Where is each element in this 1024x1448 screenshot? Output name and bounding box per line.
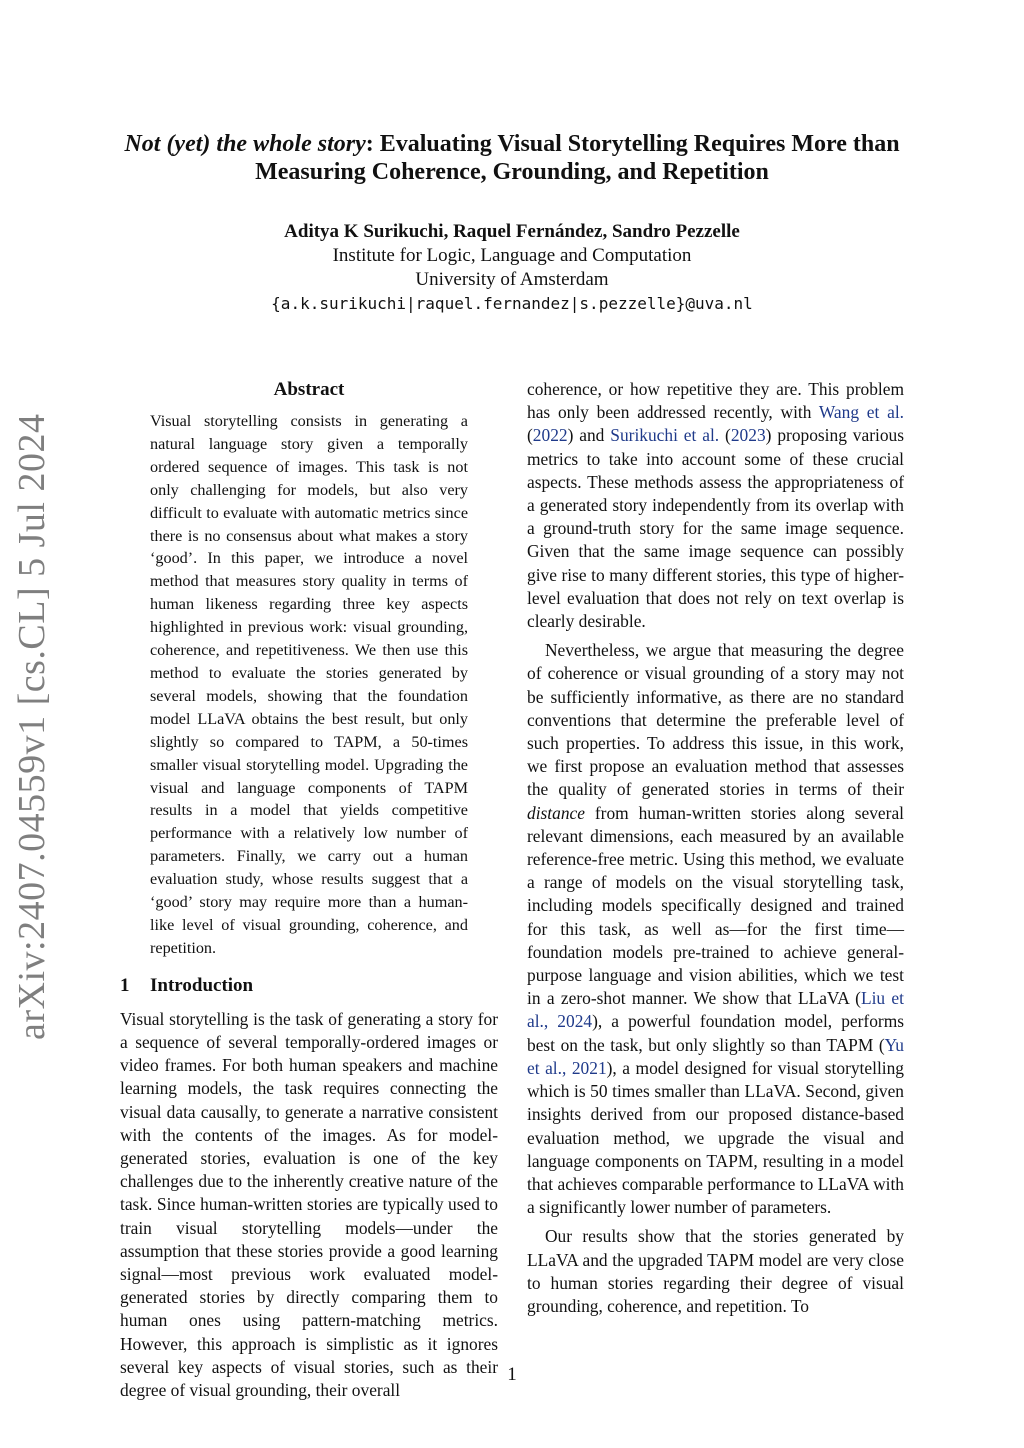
intro-paragraph-results: Our results show that the stories generated by LLaVA and the upgraded TAPM model are very close to human stories regarding their degree of visual grounding, coherence, and repetition. To xyxy=(527,1226,904,1316)
right-column xyxy=(527,378,904,1318)
citation-link-wang[interactable]: Wang et al. xyxy=(818,402,904,423)
text-run: Nevertheless, we argue that measuring the degree of coherence or visual grounding of a story may not be sufficiently informative, as there are no standard conventions that determine the preferable level of such properties. To address this issue, in this work, we first propose an evaluation method that assesses the quality of generated stories in terms of their xyxy=(527,640,904,800)
title-lead: Not (yet) the whole story xyxy=(124,131,366,157)
text-run: ) and xyxy=(567,425,611,446)
intro-paragraph-1: Visual storytelling is the task of generating a story for a sequence of several temporally-ordered images or video frames. For both human speakers and machine learning models, the task requires connecting the visual data causally, to generate a narrative consistent with the contents of the images. As for model-generated stories, evaluation is one of the key challenges due to the inherently creative nature of the task. Since human-written stories are typically used to train visual storytelling models—under the assumption that these stories provide a good learning signal—most previous work evaluated model-generated stories by directly comparing them to human ones using pattern-matching metrics. However, this approach is simplistic as it ignores several key aspects of visual stories, such as their degree of visual grounding, their overall xyxy=(120,1008,498,1400)
abstract-text: Visual storytelling consists in generating a natural language story given a temporally ordered sequence of images. This task is not only challenging for models, but also very difficult to evaluate with automatic metrics since there is no consensus about what makes a story ‘good’. In this paper, we introduce a novel method that measures story quality in terms of human likeness regarding three key aspects highlighted in previous work: visual grounding, coherence, and repetitiveness. We then use this method to evaluate the stories generated by several models, showing that the foundation model LLaVA obtains the best result, but only slightly so compared to TAPM, a 50-times smaller visual storytelling model. Upgrading the visual and language components of TAPM results in a model that yields competitive performance with a relatively low number of parameters. Finally, we carry out a human evaluation study, whose results suggest that a ‘good’ story may require more than a human-like level of visual grounding, coherence, and repetition. xyxy=(150,412,468,957)
section-title: Introduction xyxy=(150,974,254,996)
left-column xyxy=(120,378,498,1402)
text-run: ), a model designed for visual storytelling which is 50 times smaller than LLaVA. Second, given insights derived from our proposed distance-based evaluation method, we upgrade the visual and language components on TAPM, resulting in a model that achieves comparable performance to LLaVA with a significantly lower number of parameters. xyxy=(527,1057,904,1218)
abstract-heading: Abstract xyxy=(273,379,345,400)
text-run: coherence, or how repetitive they are. This problem has only been addressed recently, with xyxy=(527,379,904,423)
intro-paragraph-continued xyxy=(527,378,904,633)
text-run: ) proposing various metrics to take into account some of these crucial aspects. These methods assess the appropriateness of a generated story independently from its overlap with a ground-truth story for the same image sequence. Given that the same image sequence can possibly give rise to many different stories, this type of higher-level evaluation that does not rely on text overlap is clearly desirable. xyxy=(527,425,904,632)
page-number: 1 xyxy=(507,1364,517,1385)
citation-link-surikuchi[interactable]: Surikuchi et al. xyxy=(610,425,720,446)
text-run: ( xyxy=(719,425,731,446)
section-heading-introduction xyxy=(120,974,498,998)
text-run: ), a powerful foundation model, performs best on the task, but only slightly so than TAPM ( xyxy=(527,1011,904,1055)
citation-link-surikuchi-year[interactable]: 2023 xyxy=(730,425,766,446)
text-run: ( xyxy=(527,425,533,446)
affiliation-institute: Institute for Logic, Language and Computation xyxy=(332,245,692,266)
citation-link-wang-year[interactable]: 2022 xyxy=(532,425,568,446)
citation-link-yu[interactable]: Yu et al., 2021 xyxy=(527,1034,904,1078)
author-list: Aditya K Surikuchi, Raquel Fernández, Sandro Pezzelle xyxy=(284,221,740,242)
text-run: from human-written stories along several relevant dimensions, each measured by an available reference-free metric. Using this method, we evaluate a range of models on the visual storytelling task, including models specifically designed and trained for this task, as well as—for the first time—foundation models pre-trained to achieve general-purpose language and vision abilities, which we test in a zero-shot manner. We show that LLaVA ( xyxy=(527,802,904,1009)
intro-paragraph-nevertheless xyxy=(527,639,904,1219)
emphasis-distance: distance xyxy=(527,802,585,823)
paper-title xyxy=(120,130,904,186)
author-emails: {a.k.surikuchi|raquel.fernandez|s.pezzelle}@uva.nl xyxy=(271,294,753,313)
arxiv-identifier-stamp: arXiv:2407.04559v1 [cs.CL] 5 Jul 2024 xyxy=(11,413,53,1040)
title-rest: : Evaluating Visual Storytelling Requires More than Measuring Coherence, Grounding, and Repetition xyxy=(255,131,900,185)
section-number: 1 xyxy=(120,974,130,996)
paper-header xyxy=(120,130,904,316)
citation-link-liu[interactable]: Liu et al., 2024 xyxy=(527,988,904,1032)
affiliation-university: University of Amsterdam xyxy=(415,269,609,290)
